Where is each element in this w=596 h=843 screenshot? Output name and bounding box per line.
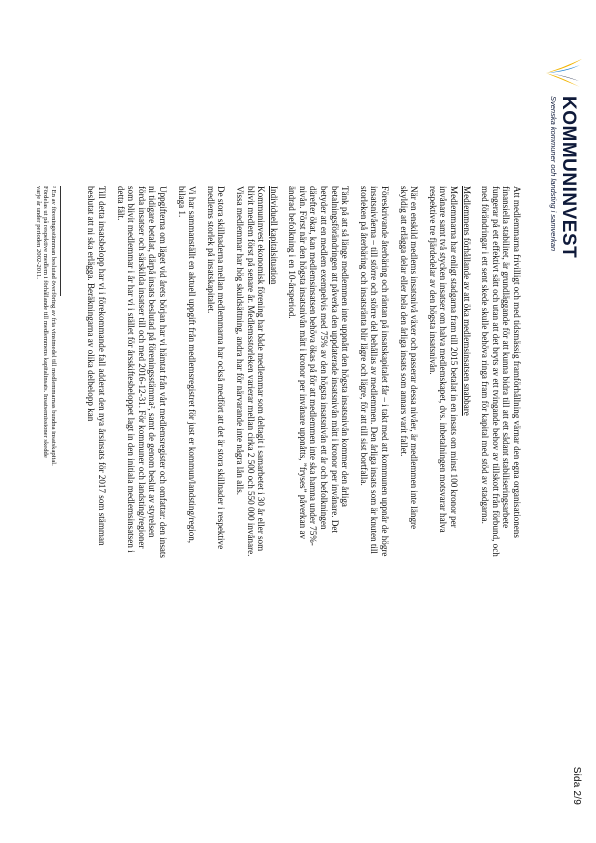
paragraph: Till detta insatsbelopp har vi i förekommande fall adderat den nya årsinsats för 2017 som stämman beslutat att ni ska erlägga. Beräkningarna av olika delbelopp kan: [86, 186, 107, 546]
paragraph: Uppgifterna om läget vid årets början har vi hämtat från vårt medlemsregister och omfattar: den insats ni tidigare betalat, därpå insats beslutad på föreningsstämma², samt de genom beslut av styrelsen förda insatser och särskilda insatser till och med 2016-12-31. För kommuner och landsting/regioner som blivit medlemmar i år har vi i stället för årsskiftesbeloppet lagt in den initiala medlemsinsatsen i detta fält.: [115, 186, 168, 558]
paragraph: När en enskild medlems insatsnivå växer och passerar dessa nivåer, är medlemmen inte längre skyldig att erlägga delar eller hela den årliga insats som annars varit fallet.: [398, 186, 420, 530]
paragraph: Vi har sammanställt en aktuell uppgift från medlemsregistret för just er kommun/landsting/region, bilaga 1.: [176, 186, 198, 544]
paragraph: Medlemmarna har enligt stadgarna fram till 2015 betalat in en insats om minst 100 kronor per invånare samt två stycken insatser om halva medlemskapet, dvs. inbetalningen motsvarar halva respektive tre fjärdedelar av den högsta insatsnivån.: [427, 186, 460, 533]
footnote-line: ² En av föreningsstämman beslutad överföring av fria vinstmedel till medlemmarnas bundna insatskapital.: [50, 186, 57, 466]
logo-emblem-icon: [544, 56, 584, 90]
section-heading: Medlemmens förhållande av att öka medlemsinsatsen snabbare: [461, 186, 472, 416]
footnote-rule: [60, 186, 61, 296]
logo-tagline: Svenska kommuner och landsting i samverkan: [549, 96, 558, 252]
footnote-line: varje år under perioden 2002-2011.: [34, 186, 42, 279]
footnote-line: Fördelas ut på respektive medlem i förhållande till medlemmens kapitalinsats. Insatsemissioner skedde: [42, 186, 50, 458]
paragraph: Att medlemmarna frivilligt och med tidsmässig framförhållning värnar den egna organisationens finansiella stabilitet, är grundläggande för att kunna bidra till att ett sådant stabiliseringsarbete fungerar på ett effektivt sätt och utan att det bryts av ett tvingande behov av tillskott från förbund, och med förändringar i ett sent skede skulle behöva ringa fram för kapital med stöd av stadgarna.: [480, 186, 522, 557]
page-number: Sida 2/9: [571, 766, 582, 805]
paragraph: Föreskrivande återbäring och räntan på insatskapitalet får – i takt med att kommunen uppnår de högre insatsnivåerna – till större och större del behållas av medlemmen. Den årliga insats som är knuten till storleken på återbäring och insatsränta blir lägre och lägre, för att till sist bortfalla.: [358, 186, 391, 557]
logo-title: KOMMUNINVEST: [558, 96, 579, 259]
footnotes: [34, 186, 61, 556]
section-heading: Individuell kapitalsituation: [268, 186, 279, 285]
paragraph: De stora skillnaderna mellan medlemmarna har också medfört att det är stora skillnader i respektive medlems storlek på insatskapitalet.: [205, 186, 227, 550]
paragraph: Tänk på att så länge medlemmen inte uppnått den högsta insatsnivån kommer den årliga betalningsförändringen att påverka den uppdaterade insatsnivån mätt i kronor per invånare. Det betyder att en medlem exempelvis med 75% av den högsta insatsnivån ett år och befolkningen därefter ökat, kan medlemsinsatsen behöva ökas på för att medlemmen inte ska hamna under 75%-nivån. Först när den högsta insatsnivån mätt i kronor per invånare uppnåtts, ”fryses” påverkan av ändrad befolkning i en 10-årsperiod.: [287, 186, 351, 546]
paragraph: Kommuninvest ekonomisk förening har både medlemmar som deltagit i samarbetet i 30 år eller som blivit medlem först på senare år. Medlemsstorleken varierar mellan cirka 2 500 och 550 000 invånare. Vissa medlemmar har hög skuldsättning, andra har för närvarande inte några lån alls.: [234, 186, 267, 557]
kommuninvest-logo: [544, 56, 584, 258]
document-body: [78, 186, 522, 558]
